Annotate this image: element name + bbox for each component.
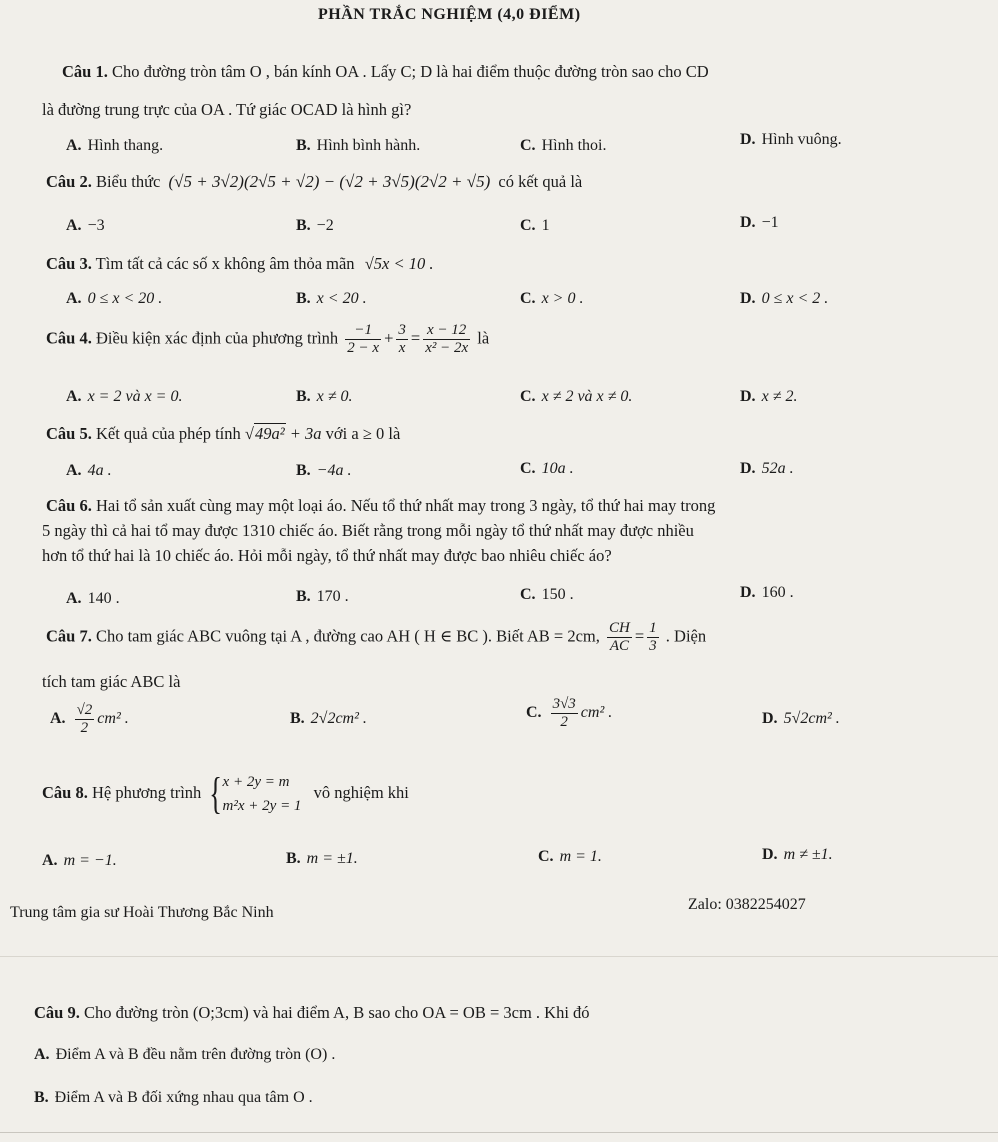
fraction: $\frac{CH}{AC}$ [609, 620, 630, 654]
question-label: Câu 6. [46, 496, 92, 515]
option-8b: B. m = ±1. [286, 850, 358, 867]
question-3: Câu 3. Tìm tất cả các số x không âm thỏa mãn √5x < 10 . [46, 254, 434, 273]
option-7c: C. $\frac{3√3}{2}$ cm² . [526, 696, 613, 730]
question-7: Câu 7. Cho tam giác ABC vuông tại A , đường cao AH ( H ∈ BC ). Biết AB = 2cm, $\frac{CH}{AC}$ = $\frac{1}{3}$ . Diện [46, 620, 707, 654]
option-8d: D. m ≠ ±1. [762, 846, 833, 863]
option-3c: C. x > 0 . [520, 290, 584, 307]
question-6-line-2: 5 ngày thì cả hai tổ may được 1310 chiếc áo. Biết rằng trong mỗi ngày tổ thứ nhất may được nhiều [42, 521, 694, 540]
option-3a: A. 0 ≤ x < 20 . [66, 290, 163, 307]
question-label: Câu 3. [46, 254, 92, 273]
option-6b: B. 170 . [296, 588, 349, 605]
option-4d: D. x ≠ 2. [740, 388, 798, 405]
option-7b: B. 2√2cm² . [290, 710, 367, 727]
option-8c: C. m = 1. [538, 848, 602, 865]
option-1b: B. Hình bình hành. [296, 137, 421, 154]
question-6-line-3: hơn tổ thứ hai là 10 chiếc áo. Hỏi mỗi ngày, tổ thứ nhất may được bao nhiêu chiếc áo? [42, 546, 612, 565]
question-label: Câu 4. [46, 328, 92, 348]
question-label: Câu 9. [34, 1003, 80, 1022]
question-5: Câu 5. Kết quả của phép tính √49a² + 3a với a ≥ 0 là [46, 424, 401, 443]
question-9: Câu 9. Cho đường tròn (O;3cm) và hai điểm A, B sao cho OA = OB = 3cm . Khi đó [34, 1003, 590, 1022]
option-6c: C. 150 . [520, 586, 574, 603]
option-5b: B. −4a . [296, 462, 352, 479]
option-9a: A. Điểm A và B đều nằm trên đường tròn (O) . [34, 1046, 336, 1063]
option-2b: B. −2 [296, 217, 334, 234]
option-4a: A. x = 2 và x = 0. [66, 388, 183, 405]
fraction: $\frac{x - 12}{\text{x² − 2x}}$ [425, 322, 469, 356]
question-6: Câu 6. Hai tổ sản xuất cùng may một loại áo. Nếu tổ thứ nhất may trong 3 ngày, tổ thứ hai may trong [46, 496, 716, 515]
bottom-line [0, 1132, 998, 1133]
option-5a: A. 4a . [66, 462, 112, 479]
question-label: Câu 5. [46, 424, 92, 443]
option-7d: D. 5√2cm² . [762, 710, 840, 727]
section-title: PHẦN TRẮC NGHIỆM (4,0 ĐIỂM) [318, 6, 581, 23]
option-2a: A. −3 [66, 217, 105, 234]
option-2d: D. −1 [740, 214, 779, 231]
question-label: Câu 1. [62, 62, 108, 81]
expression: √49a² + 3a [244, 424, 322, 443]
option-5d: D. 52a . [740, 460, 794, 477]
option-1c: C. Hình thoi. [520, 137, 607, 154]
system-brace: { [209, 769, 223, 818]
question-1 [62, 62, 709, 82]
option-3b: B. x < 20 . [296, 290, 367, 307]
option-4c: C. x ≠ 2 và x ≠ 0. [520, 388, 633, 405]
fraction: $\frac{1}{3}$ [649, 620, 657, 654]
question-7-line-2: tích tam giác ABC là [42, 672, 181, 691]
question-label: Câu 7. [46, 626, 92, 646]
option-8a: A. m = −1. [42, 852, 117, 869]
option-1d: D. Hình vuông. [740, 131, 842, 148]
option-9b: B. Điểm A và B đối xứng nhau qua tâm O . [34, 1089, 313, 1106]
option-5c: C. 10a . [520, 460, 574, 477]
question-1-line-2: là đường trung trực của OA . Tứ giác OCAD là hình gì? [42, 100, 412, 119]
option-3d: D. 0 ≤ x < 2 . [740, 290, 829, 307]
footer-zalo: Zalo: 0382254027 [688, 896, 806, 913]
question-4: Câu 4. Điều kiện xác định của phương trình $\frac{-1}{2 - x}$ + $\frac{3}{x}$ = $\frac{x - 12}{\text{x² − 2x}}$ là [46, 322, 490, 356]
fraction: $\frac{-1}{2 - x}$ [347, 322, 380, 356]
option-6d: D. 160 . [740, 584, 794, 601]
option-4b: B. x ≠ 0. [296, 388, 353, 405]
option-6a: A. 140 . [66, 590, 120, 607]
option-1a: A. Hình thang. [66, 137, 164, 154]
fraction: $\frac{3}{x}$ [398, 322, 406, 356]
equation-system: x + 2y = m m²x + 2y = 1 [222, 774, 302, 814]
question-label: Câu 2. [46, 172, 92, 191]
footer-center-name: Trung tâm gia sư Hoài Thương Bắc Ninh [10, 904, 274, 921]
expression: (√5 + 3√2)(2√5 + √2) − (√2 + 3√5)(2√2 + √5) [168, 172, 491, 191]
expression: √5x < 10 . [364, 254, 434, 273]
question-text: Cho đường tròn tâm O , bán kính OA . Lấy C; D là hai điểm thuộc đường tròn sao cho CD [111, 62, 709, 81]
question-label: Câu 8. [42, 782, 88, 802]
option-2c: C. 1 [520, 217, 550, 234]
option-7a: A. $\frac{√2}{2}$ cm² . [50, 702, 129, 736]
page-divider [0, 956, 998, 957]
question-2: Câu 2. Biểu thức (√5 + 3√2)(2√5 + √2) − (√2 + 3√5)(2√2 + √5) có kết quả là [46, 172, 583, 191]
question-8: Câu 8. Hệ phương trình { x + 2y = m m²x + 2y = 1 vô nghiệm khi [42, 769, 409, 818]
